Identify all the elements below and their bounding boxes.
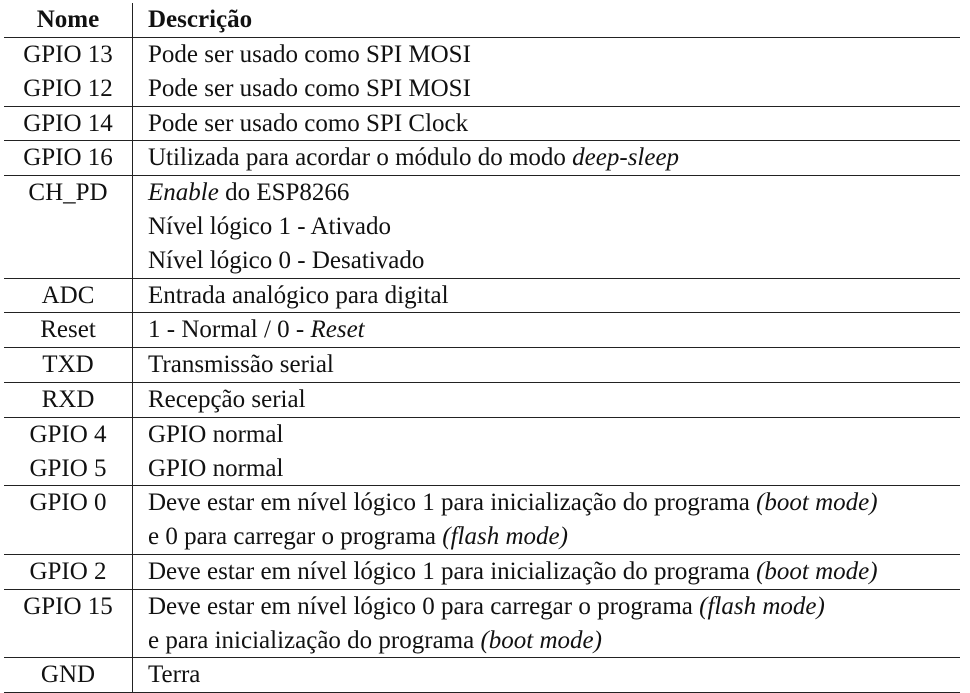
description-text: Deve estar em nível lógico 1 para inicialização do programa xyxy=(148,557,757,585)
pin-name-cell: CH_PD xyxy=(4,176,133,278)
description-cell xyxy=(133,554,961,589)
table-row xyxy=(4,417,960,451)
description-line xyxy=(148,313,960,347)
description-cell xyxy=(133,658,961,693)
pin-name-cell: GND xyxy=(4,658,133,693)
description-text: GPIO normal xyxy=(148,420,284,448)
description-line xyxy=(148,520,960,554)
table-row xyxy=(4,106,960,141)
description-column-header: Descrição xyxy=(133,3,961,38)
gpio-pin-table xyxy=(4,3,960,693)
table-body xyxy=(4,38,960,693)
description-line xyxy=(148,72,960,106)
table-row xyxy=(4,348,960,383)
description-cell xyxy=(133,278,961,313)
table-row xyxy=(4,486,960,555)
description-line xyxy=(148,555,960,589)
description-cell xyxy=(133,72,961,106)
pin-name-cell: GPIO 12 xyxy=(23,74,113,102)
table-row xyxy=(4,72,960,106)
description-text: Nível lógico 0 - Desativado xyxy=(148,246,425,274)
description-line xyxy=(148,279,960,313)
description-text: 1 - Normal / 0 - xyxy=(148,316,311,344)
pin-name-cell: GPIO 2 xyxy=(4,554,133,589)
description-cell xyxy=(133,348,961,383)
description-cell xyxy=(133,486,961,555)
description-cell xyxy=(133,452,961,486)
description-line xyxy=(148,658,960,692)
description-text: Transmissão serial xyxy=(148,351,334,379)
description-cell xyxy=(133,106,961,141)
pin-name-cell: GPIO 0 xyxy=(4,486,133,555)
italic-text: (flash mode) xyxy=(442,523,568,551)
italic-text: (boot mode) xyxy=(756,557,878,585)
italic-text: Reset xyxy=(310,316,365,344)
description-cell xyxy=(133,141,961,176)
description-text: GPIO normal xyxy=(148,454,284,482)
description-text: Entrada analógico para digital xyxy=(148,281,449,309)
description-text: Deve estar em nível lógico 0 para carregar o programa xyxy=(148,592,700,620)
table-row xyxy=(4,589,960,658)
pin-name-cell: GPIO 16 xyxy=(4,141,133,176)
pin-name-cell: Reset xyxy=(4,313,133,348)
description-cell xyxy=(133,382,961,417)
italic-text: (boot mode) xyxy=(756,489,878,517)
description-line xyxy=(148,486,960,520)
description-text: Nível lógico 1 - Ativado xyxy=(148,212,392,240)
pin-name-cell: TXD xyxy=(4,348,133,383)
italic-text: deep-sleep xyxy=(572,144,680,172)
description-line xyxy=(148,348,960,382)
table-row xyxy=(4,554,960,589)
table-row xyxy=(4,141,960,176)
table-row xyxy=(4,382,960,417)
description-text: e para inicialização do programa xyxy=(148,626,481,654)
description-text: Deve estar em nível lógico 1 para inicialização do programa xyxy=(148,489,757,517)
italic-text: (boot mode) xyxy=(480,626,602,654)
pin-name-cell: ADC xyxy=(4,278,133,313)
table-row xyxy=(4,278,960,313)
description-line xyxy=(148,176,960,210)
pin-name-cell: GPIO 4 xyxy=(4,417,133,451)
description-line xyxy=(148,624,960,658)
description-text: e 0 para carregar o programa xyxy=(148,523,443,551)
italic-text: Enable xyxy=(148,179,219,207)
description-line xyxy=(148,590,960,624)
pin-name-cell: GPIO 5 xyxy=(29,454,107,482)
description-text: Pode ser usado como SPI MOSI xyxy=(148,74,471,102)
description-text: Recepção serial xyxy=(148,385,306,413)
description-text: Pode ser usado como SPI MOSI xyxy=(148,41,471,68)
italic-text: (flash mode) xyxy=(699,592,825,620)
table-row xyxy=(4,658,960,693)
description-text: do ESP8266 xyxy=(218,179,350,207)
description-line xyxy=(148,107,960,141)
description-line xyxy=(148,383,960,417)
header-row xyxy=(4,3,960,38)
description-text: Pode ser usado como SPI Clock xyxy=(148,109,469,137)
description-cell xyxy=(133,589,961,658)
description-cell xyxy=(133,176,961,278)
description-text: Terra xyxy=(148,661,201,689)
description-cell xyxy=(133,38,961,72)
description-line xyxy=(148,452,960,486)
description-line xyxy=(148,418,960,452)
description-cell xyxy=(133,417,961,451)
description-line xyxy=(148,244,960,278)
table-row xyxy=(4,176,960,278)
pin-name-cell: GPIO 15 xyxy=(4,589,133,658)
description-line xyxy=(148,38,960,72)
table-row xyxy=(4,313,960,348)
table-row xyxy=(4,38,960,72)
pin-name-cell: GPIO 14 xyxy=(4,106,133,141)
name-column-header: Nome xyxy=(36,6,100,33)
pin-name-cell: RXD xyxy=(4,382,133,417)
pin-name-cell: GPIO 13 xyxy=(4,38,133,72)
table-row xyxy=(4,452,960,486)
description-cell xyxy=(133,313,961,348)
description-line xyxy=(148,141,960,175)
description-text: Utilizada para acordar o módulo do modo xyxy=(148,144,573,172)
description-line xyxy=(148,210,960,244)
